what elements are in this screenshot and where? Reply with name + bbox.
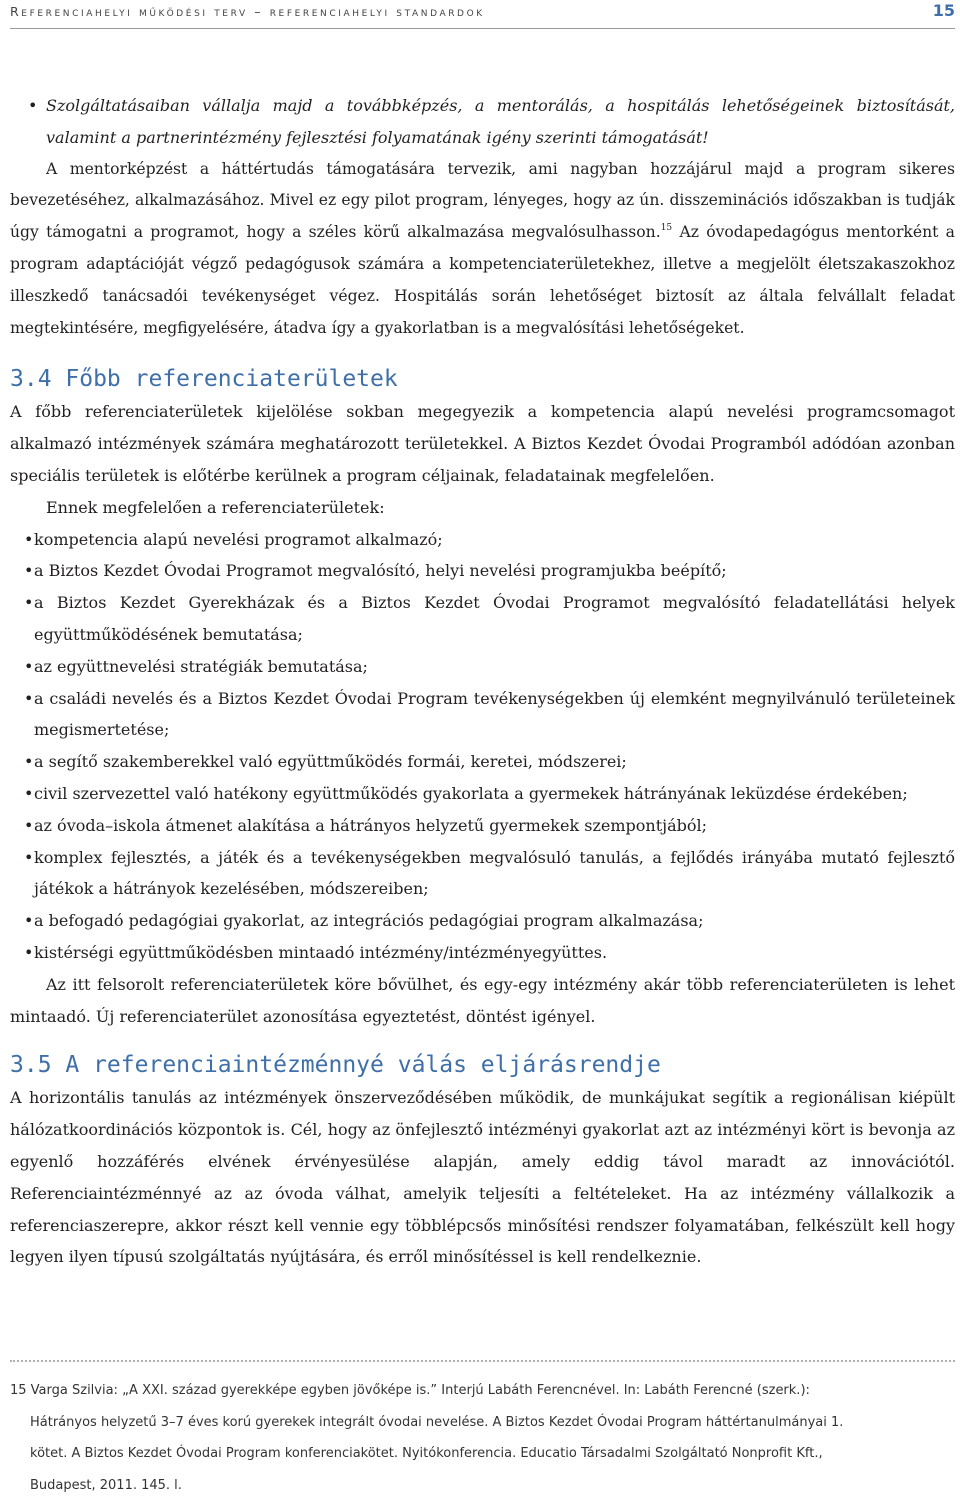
intro-p2: Mivel ez egy pilot program, lényeges, hogy az ún. disszeminációs időszakban is tudják úgy támogatni a programot, hogy a széles körű alkalmazása megvalósulhasson. [10, 191, 955, 242]
list-item [10, 810, 955, 842]
list-item-text: az együttnevelési stratégiák bemutatása; [34, 656, 368, 676]
footnote [10, 1375, 945, 1501]
list-item [10, 555, 955, 587]
bullet-marker: • [24, 561, 34, 581]
footnote-ref: 15 [660, 223, 673, 234]
intro-bullet-item [10, 90, 955, 154]
list-item [10, 651, 955, 683]
list-item-text: komplex fejlesztés, a játék és a tevékenységekben megvalósuló tanulás, a fejlődés irányába mutató fejlesztő játékok a hátrányok kezelésében, módszereiben; [34, 847, 955, 899]
list-item [10, 746, 955, 778]
list-item-text: kompetencia alapú nevelési programot alkalmazó; [34, 529, 443, 549]
list-item [10, 778, 955, 810]
list-item [10, 937, 955, 969]
list-item-text: civil szervezettel való hatékony együttműködés gyakorlata a gyermekek hátrányának leküzdése érdekében; [34, 783, 908, 803]
main-content [10, 90, 955, 1273]
list-item-text: kistérségi együttműködésben mintaadó intézmény/intézményegyüttes. [34, 942, 608, 962]
bullet-marker: • [24, 783, 34, 803]
section-3-4-lead: Ennek megfelelően a referenciaterületek: [46, 497, 385, 517]
section-heading-3-5: 3.5 A referenciaintézménnyé válás eljárásrendje [10, 1052, 661, 1079]
list-item-text: a családi nevelés és a Biztos Kezdet Óvodai Program tevékenységekben új elemként megnyilvánuló területeinek megismertetése; [34, 688, 955, 740]
footnote-divider [10, 1360, 955, 1362]
list-item [10, 905, 955, 937]
footnote-line: kötet. A Biztos Kezdet Óvodai Program konferenciakötet. Nyitókonferencia. Educatio Társadalmi Szolgáltató Nonprofit Kft., [30, 1446, 823, 1462]
list-item [10, 524, 955, 556]
intro-p3: Az óvodapedagógus mentorként a program adaptációját végző pedagógusok számára a kompetenciaterületekhez, illetve a megjelölt életszakaszokhoz illeszkedő tanácsadói tevékenységet végez. Hospitálás során lehetőséget biztosít az általa felvállalt feladat megtekintésére, megfigyelésére, átadva így a gyakorlatban is a megvalósítási lehetőségeket. [10, 223, 955, 337]
list-item-text: az óvoda–iskola átmenet alakítása a hátrányos helyzetű gyermekek szempontjából; [34, 815, 708, 835]
list-item [10, 587, 955, 651]
page-number: 15 [932, 1, 955, 20]
list-item-text: a Biztos Kezdet Gyerekházak és a Biztos Kezdet Óvodai Programot megvalósító feladatellátási helyek együttműködésének bemutatása; [34, 593, 955, 644]
bullet-marker: • [24, 593, 34, 613]
footnote-line: Budapest, 2011. 145. l. [30, 1477, 182, 1493]
footnote-line: Hátrányos helyzetű 3–7 éves korú gyerekek integrált óvodai nevelése. A Biztos Kezdet Óvodai Program háttértanulmányai 1. [30, 1414, 844, 1430]
reference-area-list [10, 524, 955, 969]
section-heading-3-4: 3.4 Főbb referenciaterületek [10, 366, 398, 393]
bullet-marker: • [24, 942, 34, 962]
intro-paragraph [10, 154, 955, 345]
list-item-text: a Biztos Kezdet Óvodai Programot megvalósító, helyi nevelési programjukba beépítő; [34, 561, 727, 581]
bullet-marker: • [28, 96, 38, 115]
list-item [10, 683, 955, 747]
bullet-marker: • [24, 656, 34, 676]
intro-p1: A mentorképzést a háttértudás támogatására tervezik, ami nagyban hozzájárul majd a program sikeres bevezetéséhez, alkalmazásához. [10, 159, 955, 210]
bullet-marker: • [24, 847, 34, 867]
section-3-4-closing: Az itt felsorolt referenciaterületek köre bővülhet, és egy-egy intézmény akár több referenciaterületen is lehet mintaadó. Új referenciaterület azonosítása egyeztetést, döntést igényel. [10, 974, 955, 1026]
bullet-marker: • [24, 752, 34, 772]
running-title: Referenciahelyi működési terv – referenciahelyi standardok [10, 4, 485, 19]
list-item-text: a segítő szakemberekkel való együttműködés formái, keretei, módszerei; [34, 752, 627, 772]
list-item-text: a befogadó pedagógiai gyakorlat, az integrációs pedagógiai program alkalmazása; [34, 911, 704, 931]
intro-italic-text: Szolgáltatásaiban vállalja majd a továbbképzés, a mentorálás, a hospitálás lehetőségeinek biztosítását, valamint a partnerintézmény fejlesztési folyamatának igény szerinti támogatását! [46, 96, 955, 147]
section-3-4-intro: A főbb referenciaterületek kijelölése sokban megegyezik a kompetencia alapú nevelési programcsomagot alkalmazó intézmények számára meghatározott területekkel. A Biztos Kezdet Óvodai Programból adódóan azonban speciális területek is előtérbe kerülnek a program céljainak, feladatainak megfelelően. [10, 402, 955, 485]
page-header [10, 0, 955, 30]
header-rule [10, 28, 955, 29]
section-3-5-body: A horizontális tanulás az intézmények önszerveződésében működik, de munkájukat segítik a regionálisan kiépült hálózatkoordinációs központok is. Cél, hogy az önfejlesztő intézményi gyakorlat azt az intézményi kört is bevonja az egyenlő hozzáférés elvének érvényesülése alapján, amely eddig távol maradt az innovációtól. Referenciaintézménnyé az az óvoda válhat, amelyik teljesíti a feltételeket. Ha az intézmény vállalkozik a referenciaszerepre, akkor részt kell vennie egy többlépcsős minősítési rendszer folyamatában, felkészült kell hogy legyen ilyen típusú szolgáltatás nyújtására, és erről minősítéssel is kell rendelkeznie. [10, 1088, 955, 1267]
bullet-marker: • [24, 688, 34, 708]
list-item [10, 842, 955, 906]
bullet-marker: • [24, 911, 34, 931]
footnote-line: 15 Varga Szilvia: „A XXI. század gyerekképe egyben jövőképe is.” Interjú Labáth Ferencnével. In: Labáth Ferencné (szerk.): [10, 1383, 810, 1398]
bullet-marker: • [24, 815, 34, 835]
bullet-marker: • [24, 529, 34, 549]
